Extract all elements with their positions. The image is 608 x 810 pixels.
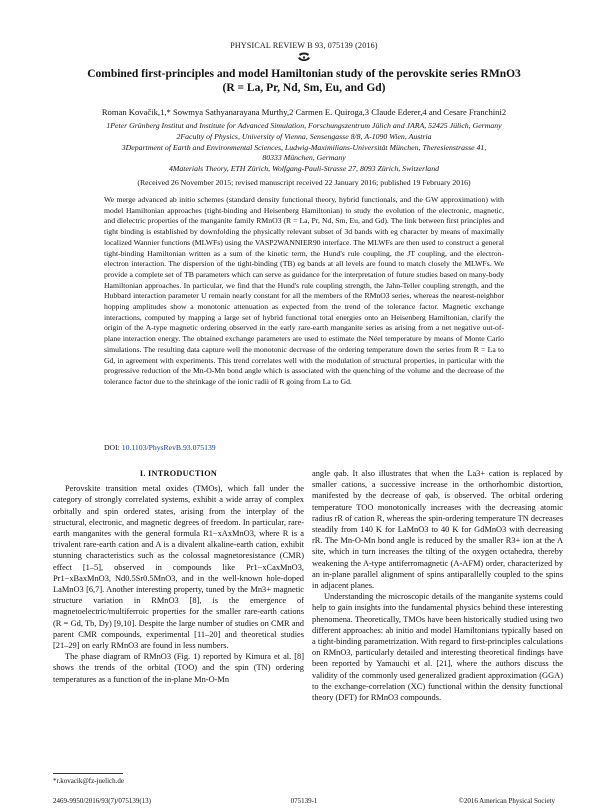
affiliation-4: 4Materials Theory, ETH Zürich, Wolfgang-Pauli-Strasse 27, 8093 Zürich, Switzerland	[168, 164, 439, 174]
title-line-2: (R = La, Pr, Nd, Sm, Eu, and Gd)	[222, 82, 386, 94]
affiliations	[40, 121, 568, 175]
abstract: We merge advanced ab initio schemes (standard density functional theory, hybrid functionals, and the GW approximation) with model Hamiltonian approaches (tight-binding and Heisenberg Hamiltonian) to study the evolution of the electronic, magnetic, and dielectric properties of the manganite family RMnO3 (R = La, Pr, Nd, Sm, Eu, and Gd). The link between first principles and tight binding is established by downfolding the physically relevant subset of 3d bands with eg character by means of maximally localized Wannier functions (MLWFs) using the VASP2WANNIER90 interface. The MLWFs are then used to construct a general tight-binding Hamiltonian written as a sum of the kinetic term, the Hund's rule coupling, the JT coupling, and the electron-electron interaction. The dispersion of the tight-binding (TB) eg bands at all levels are found to match closely the MLWFs. We provide a complete set of TB parameters which can serve as guidance for the interpretation of future studies based on many-body Hamiltonian approaches. In particular, we find that the Hund's rule coupling strength, the Jahn-Teller coupling strength, and the Hubbard interaction parameter U remain nearly constant for all the members of the RMnO3 series, whereas the nearest-neighbor hopping amplitudes show a monotonic attenuation as expected from the trend of the tolerance factor. Magnetic exchange interactions, computed by mapping a large set of hybrid functional total energies onto an Heisenberg Hamiltonian, clarify the origin of the A-type magnetic ordering observed in the early rare-earth manganite series as arising from a net negative out-of-plane interaction energy. The obtained exchange parameters are used to estimate the Néel temperature by means of Monte Carlo simulations. The resulting data capture well the monotonic decrease of the ordering temperature down the series from R = La to Gd, in agreement with experiments. This trend correlates well with the modulation of structural properties, in particular with the progressive reduction of the Mn-O-Mn bond angle which is associated with the quenching of the volume and the decrease of the tolerance factor due to the shrinkage of the ionic radii of R going from La to Gd.	[104, 195, 504, 386]
doi-link[interactable]: 10.1103/PhysRevB.93.075139	[121, 443, 216, 452]
affiliation-1: 1Peter Grünberg Institut and Institute for Advanced Simulation, Forschungszentrum Jülich and JARA, 52425 Jülich, Germany	[106, 121, 502, 130]
affiliation-2: 2Faculty of Physics, University of Vienna, Sensengasse 8/8, A-1090 Wien, Austria	[176, 131, 432, 141]
footer-page-number: 075139-1	[290, 797, 318, 805]
section-heading: I. INTRODUCTION	[139, 469, 218, 478]
paragraph: Understanding the microscopic details of the manganite systems could help to gain insights into the fundamental physics behind these interesting phenomena. Theoretically, TMOs have been historically studied using two different approaches: ab initio and model Hamiltonians typically based on a tight-binding parametrization. With regard to first-principles calculations on RMnO3, particularly detailed and interesting theoretical findings have been reported by Yamauchi et al. [21], where the authors discuss the validity of the commonly used generalized gradient approximation (GGA) to the exchange-correlation (XC) functional within the density functional theory (DFT) for RMnO3 compounds.	[312, 592, 563, 703]
doi-line	[104, 443, 216, 452]
footnote-email: *r.kovacik@fz-juelich.de	[53, 777, 124, 785]
paragraph: Perovskite transition metal oxides (TMOs), which fall under the category of strongly correlated systems, exhibit a wide array of complex orbitally and spin ordered states, arising from the interplay of the structural, electronic, and magnetic degrees of freedom. In particular, rare-earth manganites with the general formula R1−xAxMnO3, where R is a trivalent rare-earth cation and A is a divalent alkaline-earth cation, exhibit stunning characteristics such as the colossal magnetoresistance (CMR) effect [1–5], observed in compounds like Pr1−xCaxMnO3, Pr1−xBaxMnO3, Nd0.5Sr0.5MnO3, and in the well-known hole-doped LaMnO3 [6,7]. Another interesting property, tuned by the Mn3+ magnetic structure variation in RMnO3 [8], is the emergence of magnetoelectric/multiferroic properties for the smaller rare-earth cations (R = Gd, Tb, Dy) [9,10]. Despite the large number of studies on CMR and parent CMR compounds, experimental [11–20] and theoretical studies [21–29] on early RMnO3 are found in less numbers.	[53, 484, 304, 651]
affiliation-3-cont: 80333 München, Germany	[262, 153, 346, 163]
footnote-divider	[53, 773, 123, 774]
author-list: Roman Kovačik,1,* Sowmya Sathyanarayana Murthy,2 Carmen E. Quiroga,3 Claude Ederer,4 and Cesare Franchini2	[101, 107, 507, 117]
paper-title	[40, 67, 568, 95]
received-dates: (Received 26 November 2015; revised manuscript received 22 January 2016; published 19 February 2016)	[137, 178, 471, 187]
footer-copyright: ©2016 American Physical Society	[458, 797, 555, 805]
journal-header: PHYSICAL REVIEW B 93, 075139 (2016)	[230, 41, 378, 50]
left-column	[53, 468, 304, 685]
paragraph: angle φab. It also illustrates that when the La3+ cation is replaced by smaller cations, a successive increase in the orthorhombic distortion, manifested by the decrease of φab, is observed. The orbital ordering temperature TOO monotonically increases with the decreasing atomic radius rR of cation R, whereas the spin-ordering temperature TN decreases steadily from 140 K for LaMnO3 to 40 K for GdMnO3 with decreasing rR. The Mn-O-Mn bond angle is reduced by the smaller R3+ ion at the A site, which in turn increases the tilting of the oxygen octahedra, thereby weakening the A-type antiferromagnetic (A-AFM) order, characterized by an in-plane parallel alignment of spins antiparallelly coupled to the spins in adjacent planes.	[312, 469, 563, 591]
title-line-1: Combined first-principles and model Hamiltonian study of the perovskite series RMnO3	[87, 68, 521, 80]
footer-issn: 2469-9950/2016/93(7)/075139(13)	[53, 797, 151, 805]
doi-label: DOI:	[104, 443, 120, 452]
aps-logo-icon	[296, 52, 312, 63]
paragraph: The phase diagram of RMnO3 (Fig. 1) reported by Kimura et al. [8] shows the trends of the orbital (TOO) and the spin (TN) ordering temperatures as a function of the in-plane Mn-O-Mn	[53, 652, 304, 684]
right-column	[312, 468, 563, 703]
affiliation-3: 3Department of Earth and Environmental Sciences, Ludwig-Maximilians-Universität München, Theresienstrasse 41,	[121, 142, 487, 152]
